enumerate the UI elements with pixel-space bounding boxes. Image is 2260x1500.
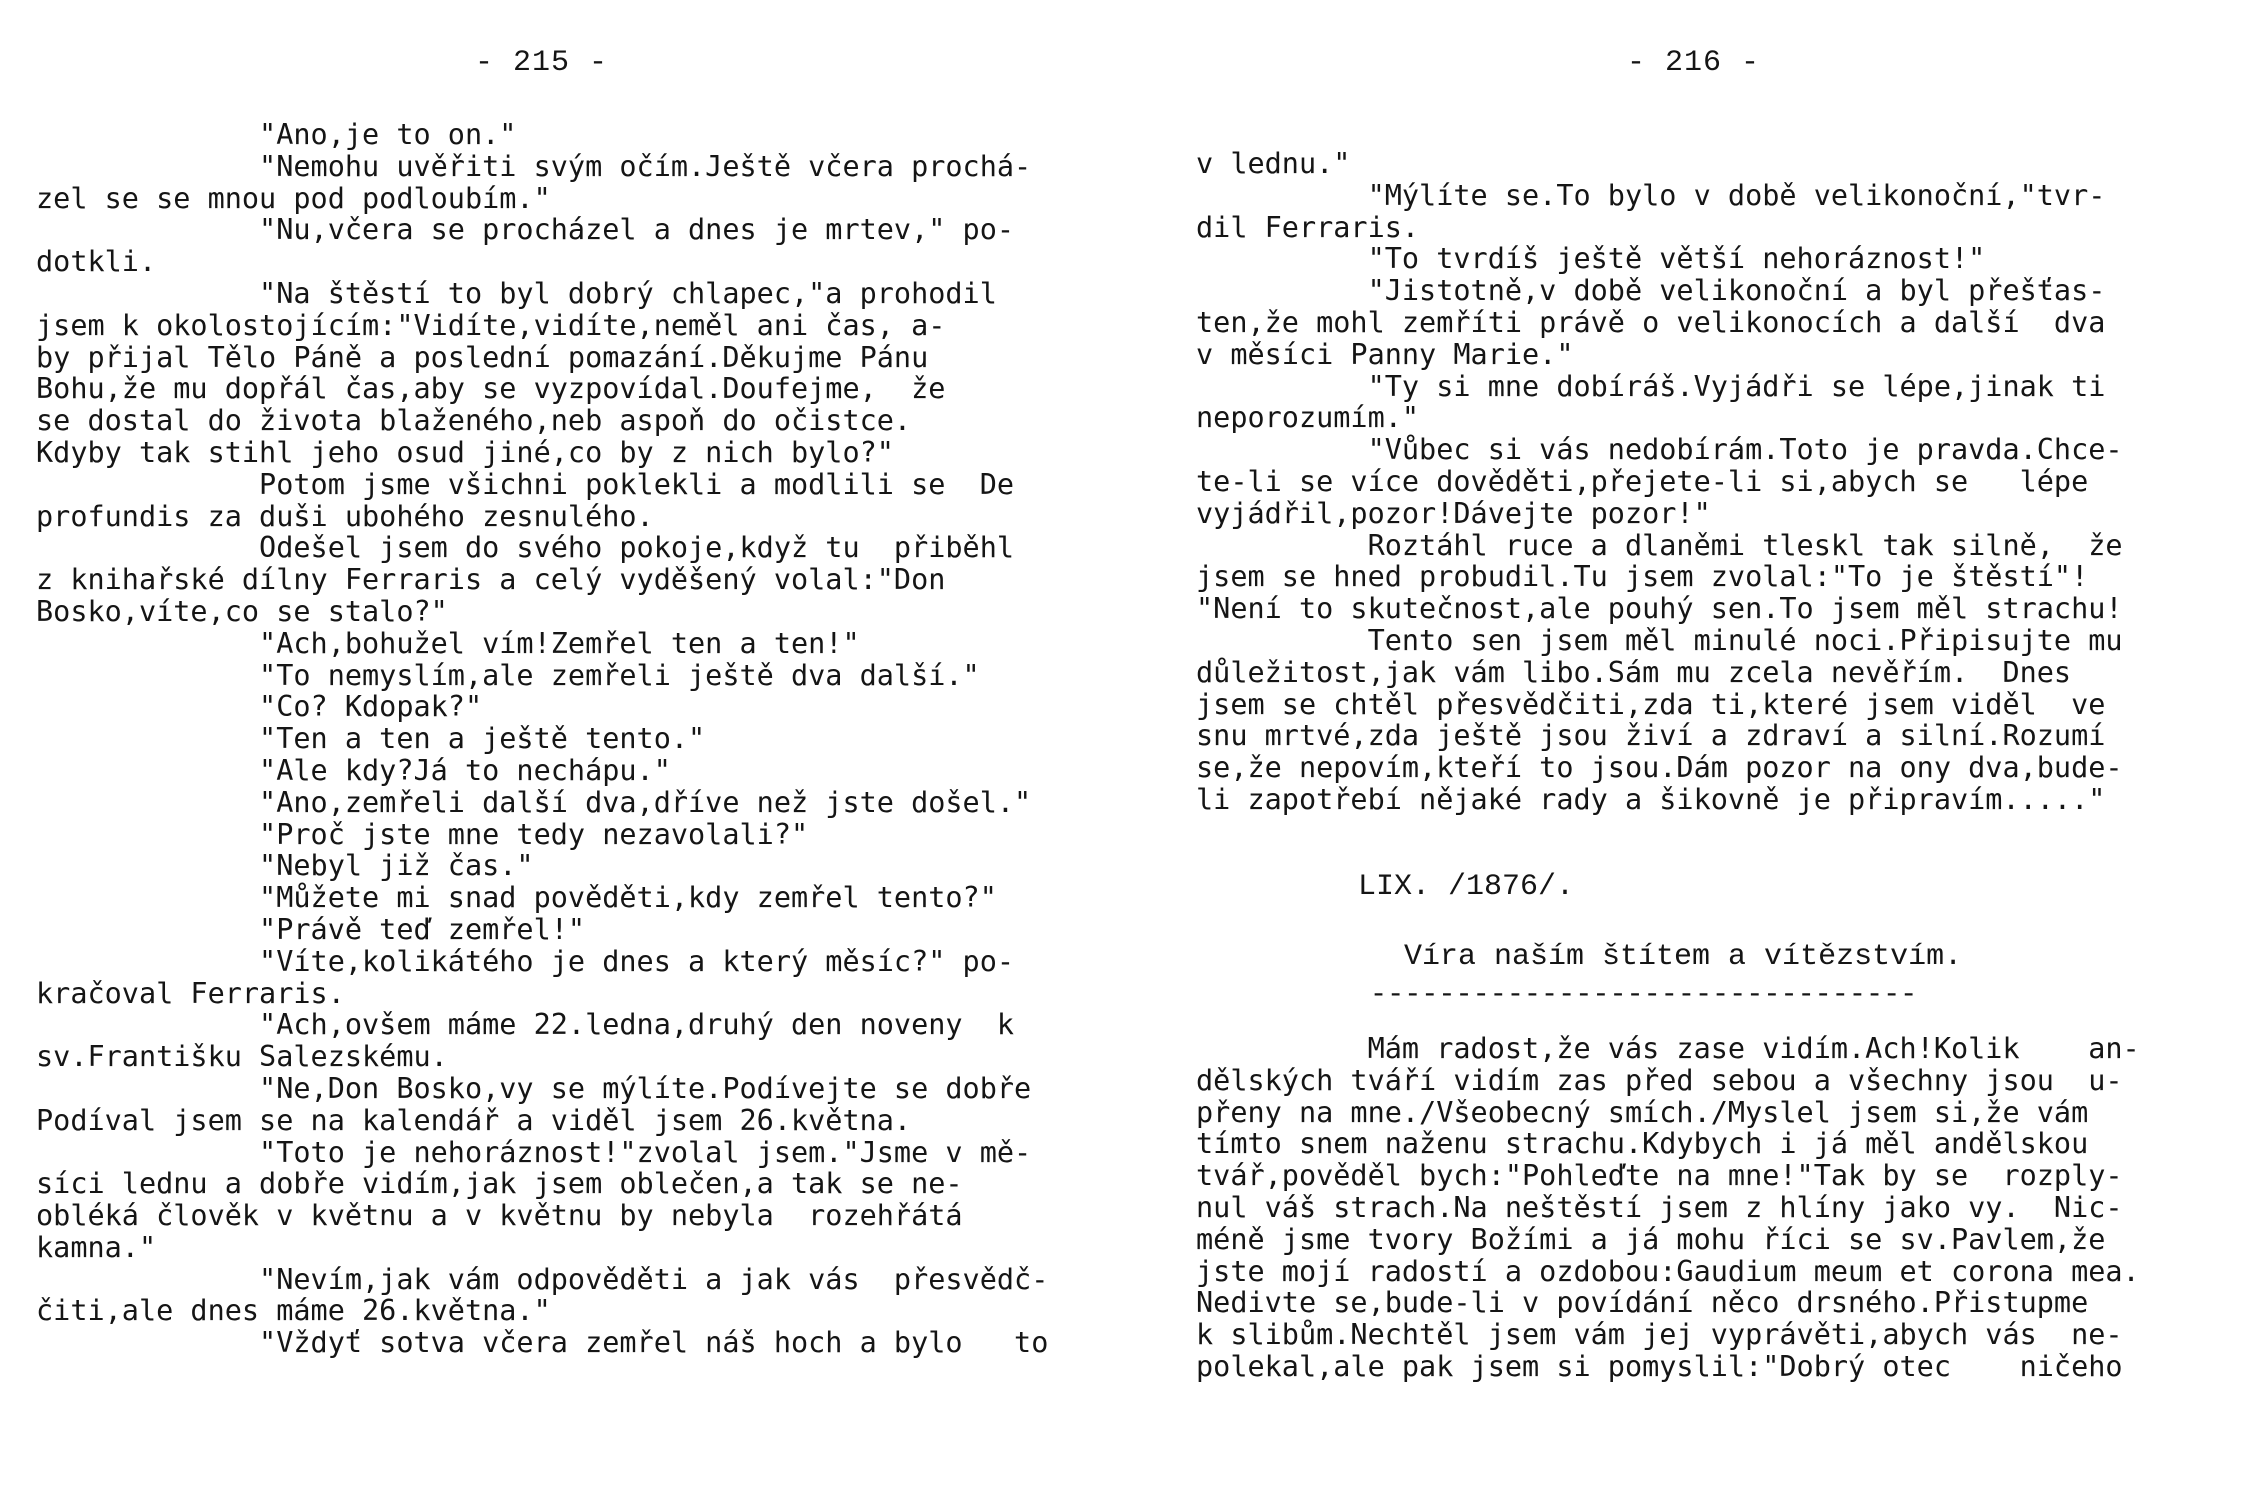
page-number: - 216 - bbox=[1627, 46, 1761, 80]
chapter-heading: LIX. /1876/. bbox=[1358, 870, 1575, 904]
body-text-top: v lednu." "Mýlíte se.To bylo v době velikonoční,"tvr- dil Ferraris. "To tvrdíš ještě větší nehoráznost!" "Jistotně,v době velikonoční a byl přešťas- ten,že mohl zemříti právě o velikonocích a další dva v měsíci Panny Marie." "Ty si mne dobíráš.Vyjádři se lépe,jinak ti neporozumím." "Vůbec si vás nedobírám.Toto je pravda.Chce- te-li se více dověděti,přejete-li si,abych se lépe vyjádřil,pozor!Dávejte pozor!" Roztáhl ruce a dlaněmi tleskl tak silně, že jsem se hned probudil.Tu jsem zvolal:"To je štěstí"! "Není to skutečnost,ale pouhý sen.To jsem měl strachu! Tento sen jsem měl minulé noci.Připisujte mu důležitost,jak vám libo.Sám mu zcela nevěřím. Dnes jsem se chtěl přesvědčiti,zda ti,které jsem viděl ve snu mrtvé,zda ještě jsou živí a zdraví a silní.Rozumí se,že nepovím,kteří to jsou.Dám pozor na ony dva,bude- li zapotřebí nějaké rady a šikovně je připravím....." bbox=[1196, 147, 2123, 816]
body-text-bottom: Mám radost,že vás zase vidím.Ach!Kolik an- dělských tváří vidím zas před sebou a všechny jsou u- přeny na mne./Všeobecný smích./Myslel jsem si,že vám tímto snem naženu strachu.Kdybych i já měl andělskou tvář,pověděl bych:"Pohleďte na mne!"Tak by se rozply- nul váš strach.Na neštěstí jsem z hlíny jako vy. Nic- méně jsme tvory Božími a já mohu říci se sv.Pavlem,že jste mojí radostí a ozdobou:Gaudium meum et corona mea. Nedivte se,bude-li v povídání něco drsného.Přistupme k slibům.Nechtěl jsem vám jej vyprávěti,abych vás ne- polekal,ale pak jsem si pomyslil:"Dobrý otec ničeho bbox=[1196, 1032, 2140, 1383]
title-underline: -------------------------------- bbox=[1370, 978, 1918, 1011]
right-page bbox=[1130, 0, 2260, 1500]
body-text: "Ano,je to on." "Nemohu uvěřiti svým očím.Ještě včera prochá- zel se se mnou pod podloubím." "Nu,včera se procházel a dnes je mrtev," po- dotkli. "Na štěstí to byl dobrý chlapec,"a prohodil jsem k okolostojícím:"Vidíte,vidíte,neměl ani čas, a- by přijal Tělo Páně a poslední pomazání.Děkujme Pánu Bohu,že mu dopřál čas,aby se vyzpovídal.Doufejme, že se dostal do života blaženého,neb aspoň do očistce. Kdyby tak stihl jeho osud jiné,co by z nich bylo?" Potom jsme všichni poklekli a modlili se De profundis za duši ubohého zesnulého. Odešel jsem do svého pokoje,když tu přiběhl z knihařské dílny Ferraris a celý vyděšený volal:"Don Bosko,víte,co se stalo?" "Ach,bohužel vím!Zemřel ten a ten!" "To nemyslím,ale zemřeli ještě dva další." "Co? Kdopak?" "Ten a ten a ještě tento." "Ale kdy?Já to nechápu." "Ano,zemřeli další dva,dříve než jste došel." "Proč jste mne tedy nezavolali?" "Nebyl již čas." "Můžete mi snad pověděti,kdy zemřel tento?" "Právě teď zemřel!" "Víte,kolikátého je dnes a který měsíc?" po- kračoval Ferraris. "Ach,ovšem máme 22.ledna,druhý den noveny k sv.Františku Salezskému. "Ne,Don Bosko,vy se mýlíte.Podívejte se dobře Podíval jsem se na kalendář a viděl jsem 26.května. "Toto je nehoráznost!"zvolal jsem."Jsme v mě- síci lednu a dobře vidím,jak jsem oblečen,a tak se ne- obléká člověk v květnu a v květnu by nebyla rozehřátá kamna." "Nevím,jak vám odpověděti a jak vás přesvědč- čiti,ale dnes máme 26.května." "Vždyť sotva včera zemřel náš hoch a bylo to bbox=[36, 118, 1049, 1360]
page-number: - 215 - bbox=[475, 46, 609, 80]
chapter-title: Víra naším štítem a vítězstvím. bbox=[1404, 940, 1963, 974]
